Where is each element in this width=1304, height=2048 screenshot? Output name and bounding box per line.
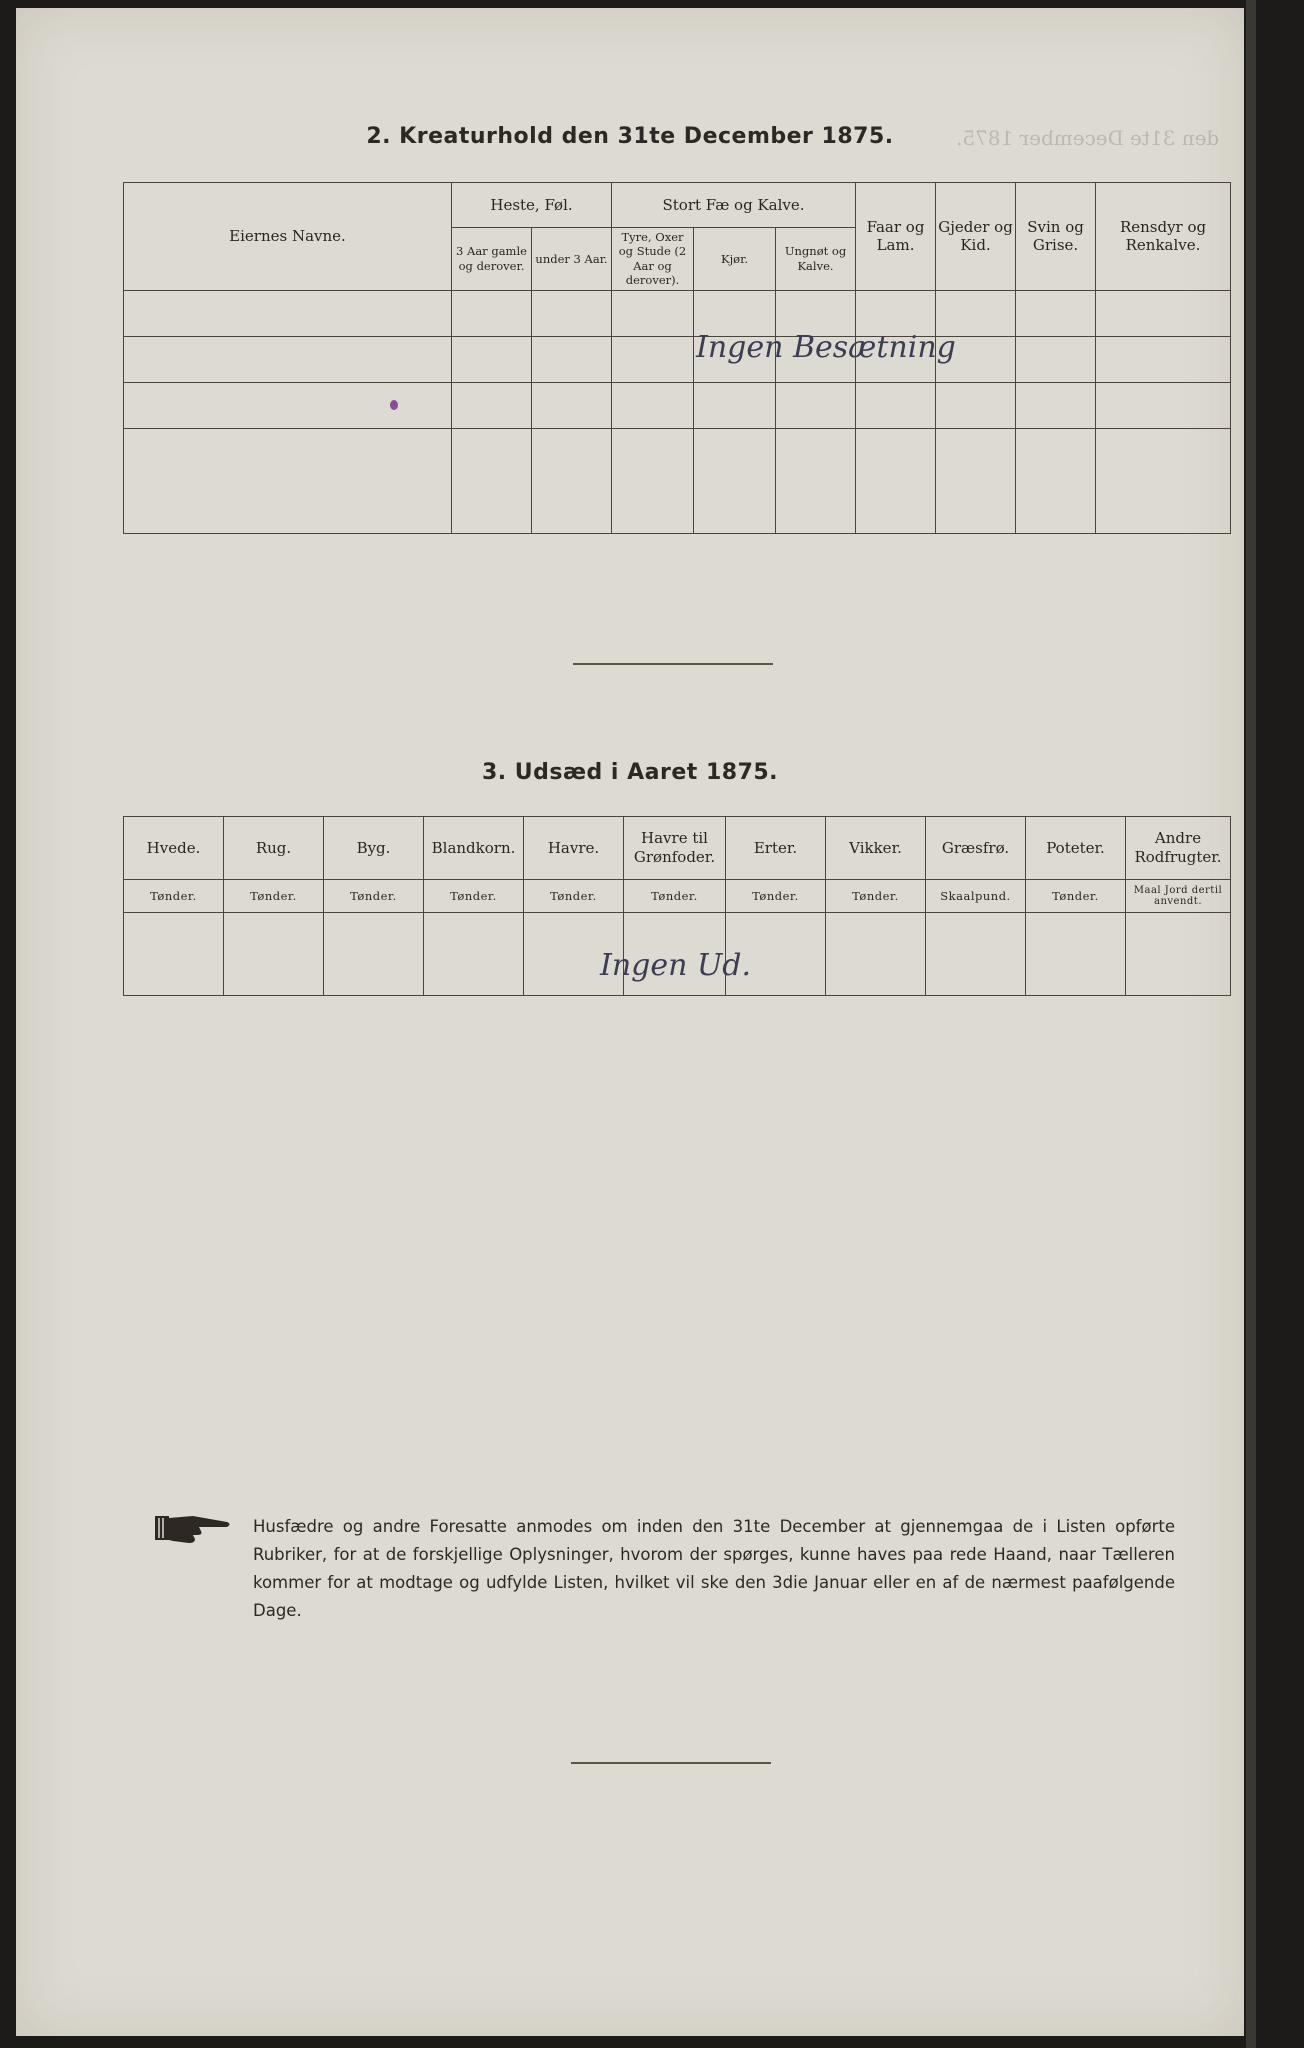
section-divider bbox=[573, 663, 773, 665]
unit-label: Tønder. bbox=[726, 880, 826, 913]
cattle-header: Stort Fæ og Kalve. bbox=[612, 183, 856, 228]
oats-header: Havre. bbox=[524, 817, 624, 880]
other-root-crops-header: Andre Rodfrugter. bbox=[1126, 817, 1231, 880]
unit-label: Tønder. bbox=[524, 880, 624, 913]
horses-under3-header: under 3 Aar. bbox=[532, 228, 612, 291]
table-row bbox=[124, 382, 1231, 428]
grass-seed-header: Græsfrø. bbox=[926, 817, 1026, 880]
pigs-header: Svin og Grise. bbox=[1016, 183, 1096, 291]
horses-3yr-header: 3 Aar gamle og derover. bbox=[452, 228, 532, 291]
table-row bbox=[124, 290, 1231, 336]
bottom-divider bbox=[571, 1762, 771, 1764]
unit-label: Skaalpund. bbox=[926, 880, 1026, 913]
census-form-page bbox=[16, 8, 1244, 2036]
handwritten-no-seed: Ingen Ud. bbox=[600, 948, 752, 983]
unit-label: Tønder. bbox=[424, 880, 524, 913]
table-row bbox=[124, 428, 1231, 533]
cows-header: Kjør. bbox=[694, 228, 776, 291]
owner-names-header: Eiernes Navne. bbox=[124, 183, 452, 291]
unit-label: Tønder. bbox=[124, 880, 224, 913]
binding-edge bbox=[1246, 0, 1256, 2048]
potatoes-header: Poteter. bbox=[1026, 817, 1126, 880]
unit-label: Tønder. bbox=[224, 880, 324, 913]
handwritten-no-livestock: Ingen Besætning bbox=[696, 330, 956, 365]
section-2-title: 2. Kreaturhold den 31te December 1875. bbox=[366, 124, 894, 149]
unit-label: Maal Jord dertil anvendt. bbox=[1126, 880, 1231, 913]
unit-label: Tønder. bbox=[324, 880, 424, 913]
unit-label: Tønder. bbox=[624, 880, 726, 913]
reindeer-header: Rensdyr og Renkalve. bbox=[1096, 183, 1231, 291]
barley-header: Byg. bbox=[324, 817, 424, 880]
bulls-oxen-header: Tyre, Oxer og Stude (2 Aar og derover). bbox=[612, 228, 694, 291]
mixed-grain-header: Blandkorn. bbox=[424, 817, 524, 880]
unit-label: Tønder. bbox=[826, 880, 926, 913]
pointing-hand-icon bbox=[153, 1508, 233, 1548]
vetch-header: Vikker. bbox=[826, 817, 926, 880]
livestock-table bbox=[123, 182, 1231, 534]
sheep-header: Faar og Lam. bbox=[856, 183, 936, 291]
table-row bbox=[124, 336, 1231, 382]
wheat-header: Hvede. bbox=[124, 817, 224, 880]
section-3-title: 3. Udsæd i Aaret 1875. bbox=[481, 760, 779, 785]
goats-header: Gjeder og Kid. bbox=[936, 183, 1016, 291]
rye-header: Rug. bbox=[224, 817, 324, 880]
notice-text: Husfædre og andre Foresatte anmodes om inden den 31te December at gjennemgaa de i Listen opførte Rubriker, for at de forskjellige Oplysninger, hvorom der spørges, kunne haves paa rede Haand, naar Tælleren kommer for at modtage og udfylde Listen, hvilket vil ske den 3die Januar eller en af de nærmest paafølgende Dage. bbox=[253, 1517, 1175, 1620]
horses-header: Heste, Føl. bbox=[452, 183, 612, 228]
ink-dot bbox=[390, 400, 398, 410]
unit-label: Tønder. bbox=[1026, 880, 1126, 913]
bleed-through-text: den 31te December 1875. bbox=[956, 126, 1220, 150]
young-cattle-header: Ungnøt og Kalve. bbox=[776, 228, 856, 291]
oats-fodder-header: Havre til Grønfoder. bbox=[624, 817, 726, 880]
peas-header: Erter. bbox=[726, 817, 826, 880]
